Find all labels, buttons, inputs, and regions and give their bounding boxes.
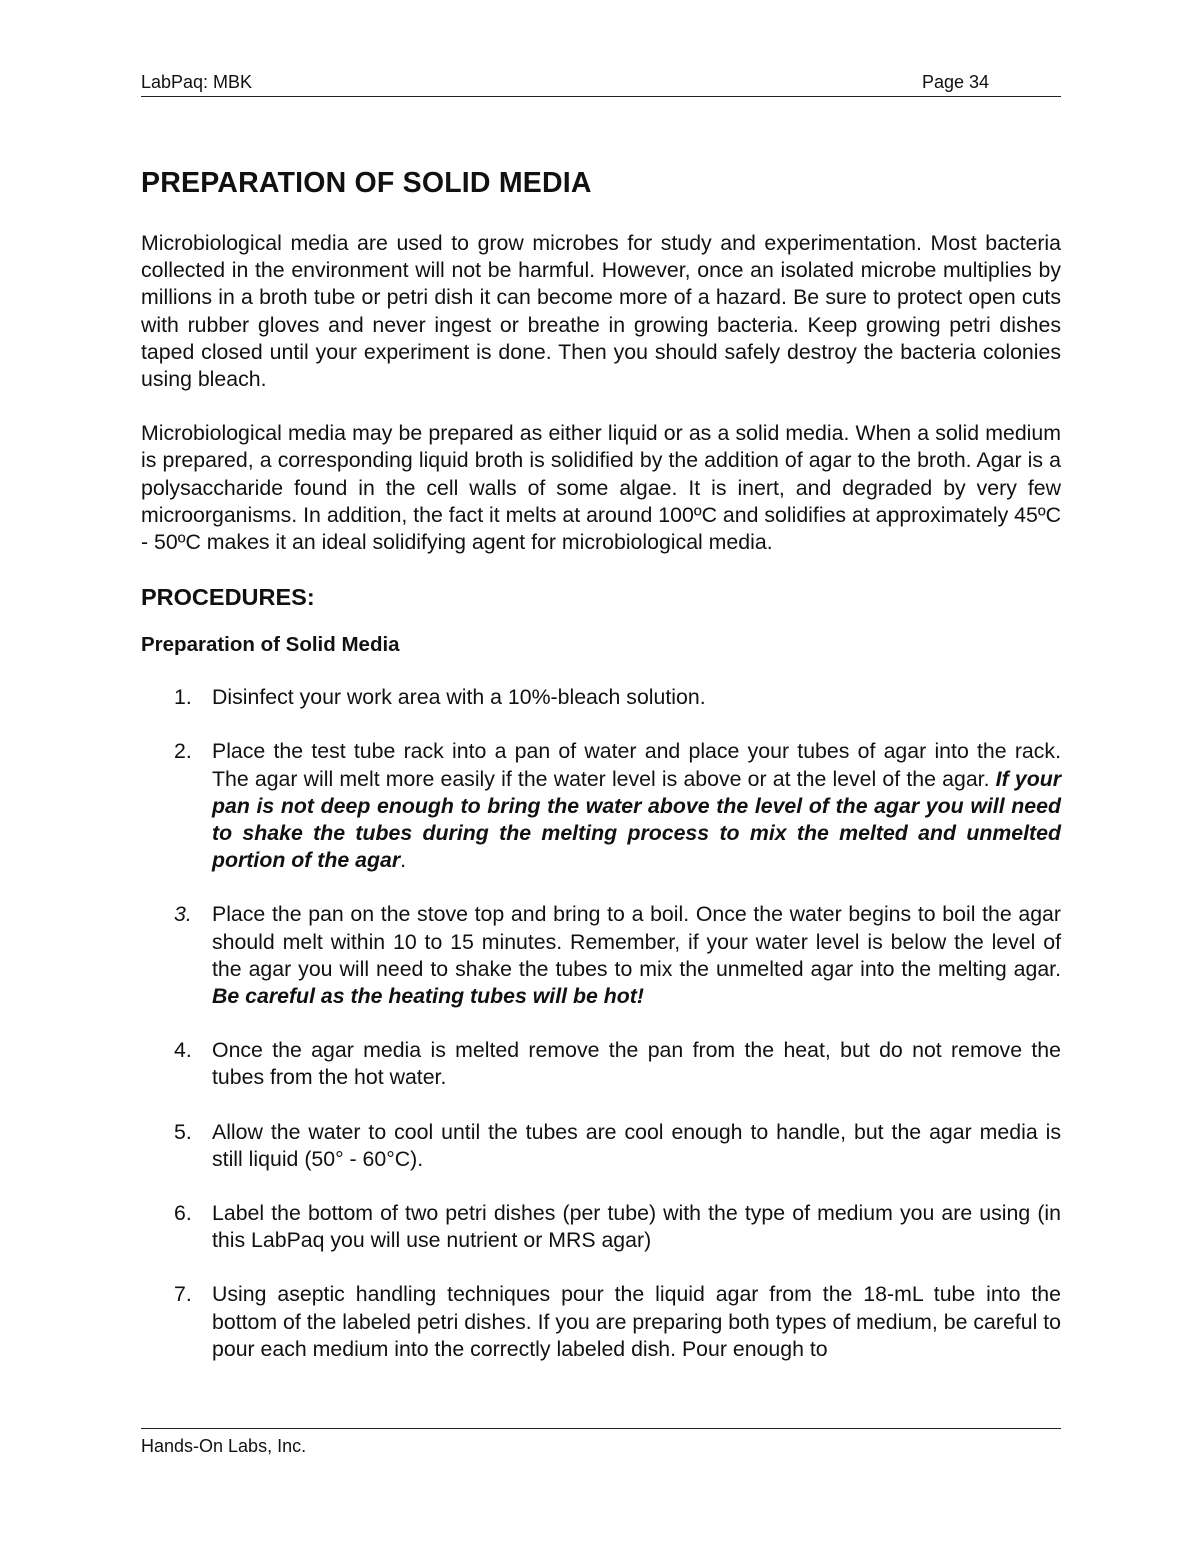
step-text: Label the bottom of two petri dishes (per tube) with the type of medium you are using (in this LabPaq you will use nutrient or MRS agar) <box>212 1201 1061 1253</box>
page-content <box>141 166 1061 1390</box>
list-item <box>141 1037 1061 1091</box>
page-footer <box>141 1428 1061 1457</box>
page-title: PREPARATION OF SOLID MEDIA <box>141 167 592 199</box>
list-item <box>141 901 1061 1010</box>
step-number: 4. <box>174 1038 192 1063</box>
step-number: 3. <box>174 902 192 927</box>
step-tail: . <box>400 848 407 873</box>
list-item <box>141 1281 1061 1363</box>
list-item <box>141 1119 1061 1173</box>
step-number: 6. <box>174 1201 192 1226</box>
agar-paragraph: Microbiological media may be prepared as either liquid or as a solid media. When a solid medium is prepared, a corresponding liquid broth is solidified by the addition of agar to the broth. Agar is a polysaccharide found in the cell walls of some algae. It is inert, and degraded by very few microorganisms. In addition, the fact it melts at around 100ºC and solidifies at approximately 45ºC - 50ºC makes it an ideal solidifying agent for microbiological media. <box>141 421 1061 555</box>
footer-company: Hands-On Labs, Inc. <box>141 1436 307 1456</box>
header-doc-label: LabPaq: MBK <box>141 72 253 92</box>
step-number: 5. <box>174 1119 192 1144</box>
step-text: Once the agar media is melted remove the pan from the heat, but do not remove the tubes from the hot water. <box>212 1038 1061 1090</box>
step-number: 1. <box>174 685 192 710</box>
step-text: Using aseptic handling techniques pour the liquid agar from the 18-mL tube into the bottom of the labeled petri dishes. If you are preparing both types of medium, be careful to pour each medium into the correctly labeled dish. Pour enough to <box>212 1282 1061 1361</box>
step-number: 7. <box>174 1282 192 1307</box>
step-text: Disinfect your work area with a 10%-bleach solution. <box>212 685 706 710</box>
step-text: Place the pan on the stove top and bring to a boil. Once the water begins to boil the agar should melt within 10 to 15 minutes. Remember, if your water level is below the level of the agar you will need to shake the tubes to mix the unmelted agar into the melting agar. <box>212 902 1061 981</box>
section-subheading: Preparation of Solid Media <box>141 633 400 657</box>
header-page-number: Page 34 <box>921 72 989 92</box>
intro-paragraph: Microbiological media are used to grow microbes for study and experimentation. Most bacteria collected in the environment will not be harmful. However, once an isolated microbe multiplies by millions in a broth tube or petri dish it can become more of a hazard. Be sure to protect open cuts with rubber gloves and never ingest or breathe in growing bacteria. Keep growing petri dishes taped closed until your experiment is done. Then you should safely destroy the bacteria colonies using bleach. <box>141 231 1061 392</box>
list-item <box>141 1200 1061 1254</box>
list-item <box>141 738 1061 874</box>
list-item <box>141 684 1061 711</box>
step-emphasis: Be careful as the heating tubes will be hot! <box>212 984 644 1009</box>
page-header <box>141 72 1061 97</box>
step-text: Place the test tube rack into a pan of water and place your tubes of agar into the rack. The agar will melt more easily if the water level is above or at the level of the agar. <box>212 739 1061 791</box>
step-number: 2. <box>174 739 192 764</box>
step-emphasis: If your pan is not deep enough to bring the water above the level of the agar you will need to shake the tubes during the melting process to mix the melted and unmelted portion of the agar <box>212 766 1061 873</box>
procedure-steps <box>141 684 1061 1363</box>
step-text: Allow the water to cool until the tubes are cool enough to handle, but the agar media is still liquid (50° - 60°C). <box>212 1119 1061 1171</box>
procedures-heading: PROCEDURES: <box>141 584 315 611</box>
